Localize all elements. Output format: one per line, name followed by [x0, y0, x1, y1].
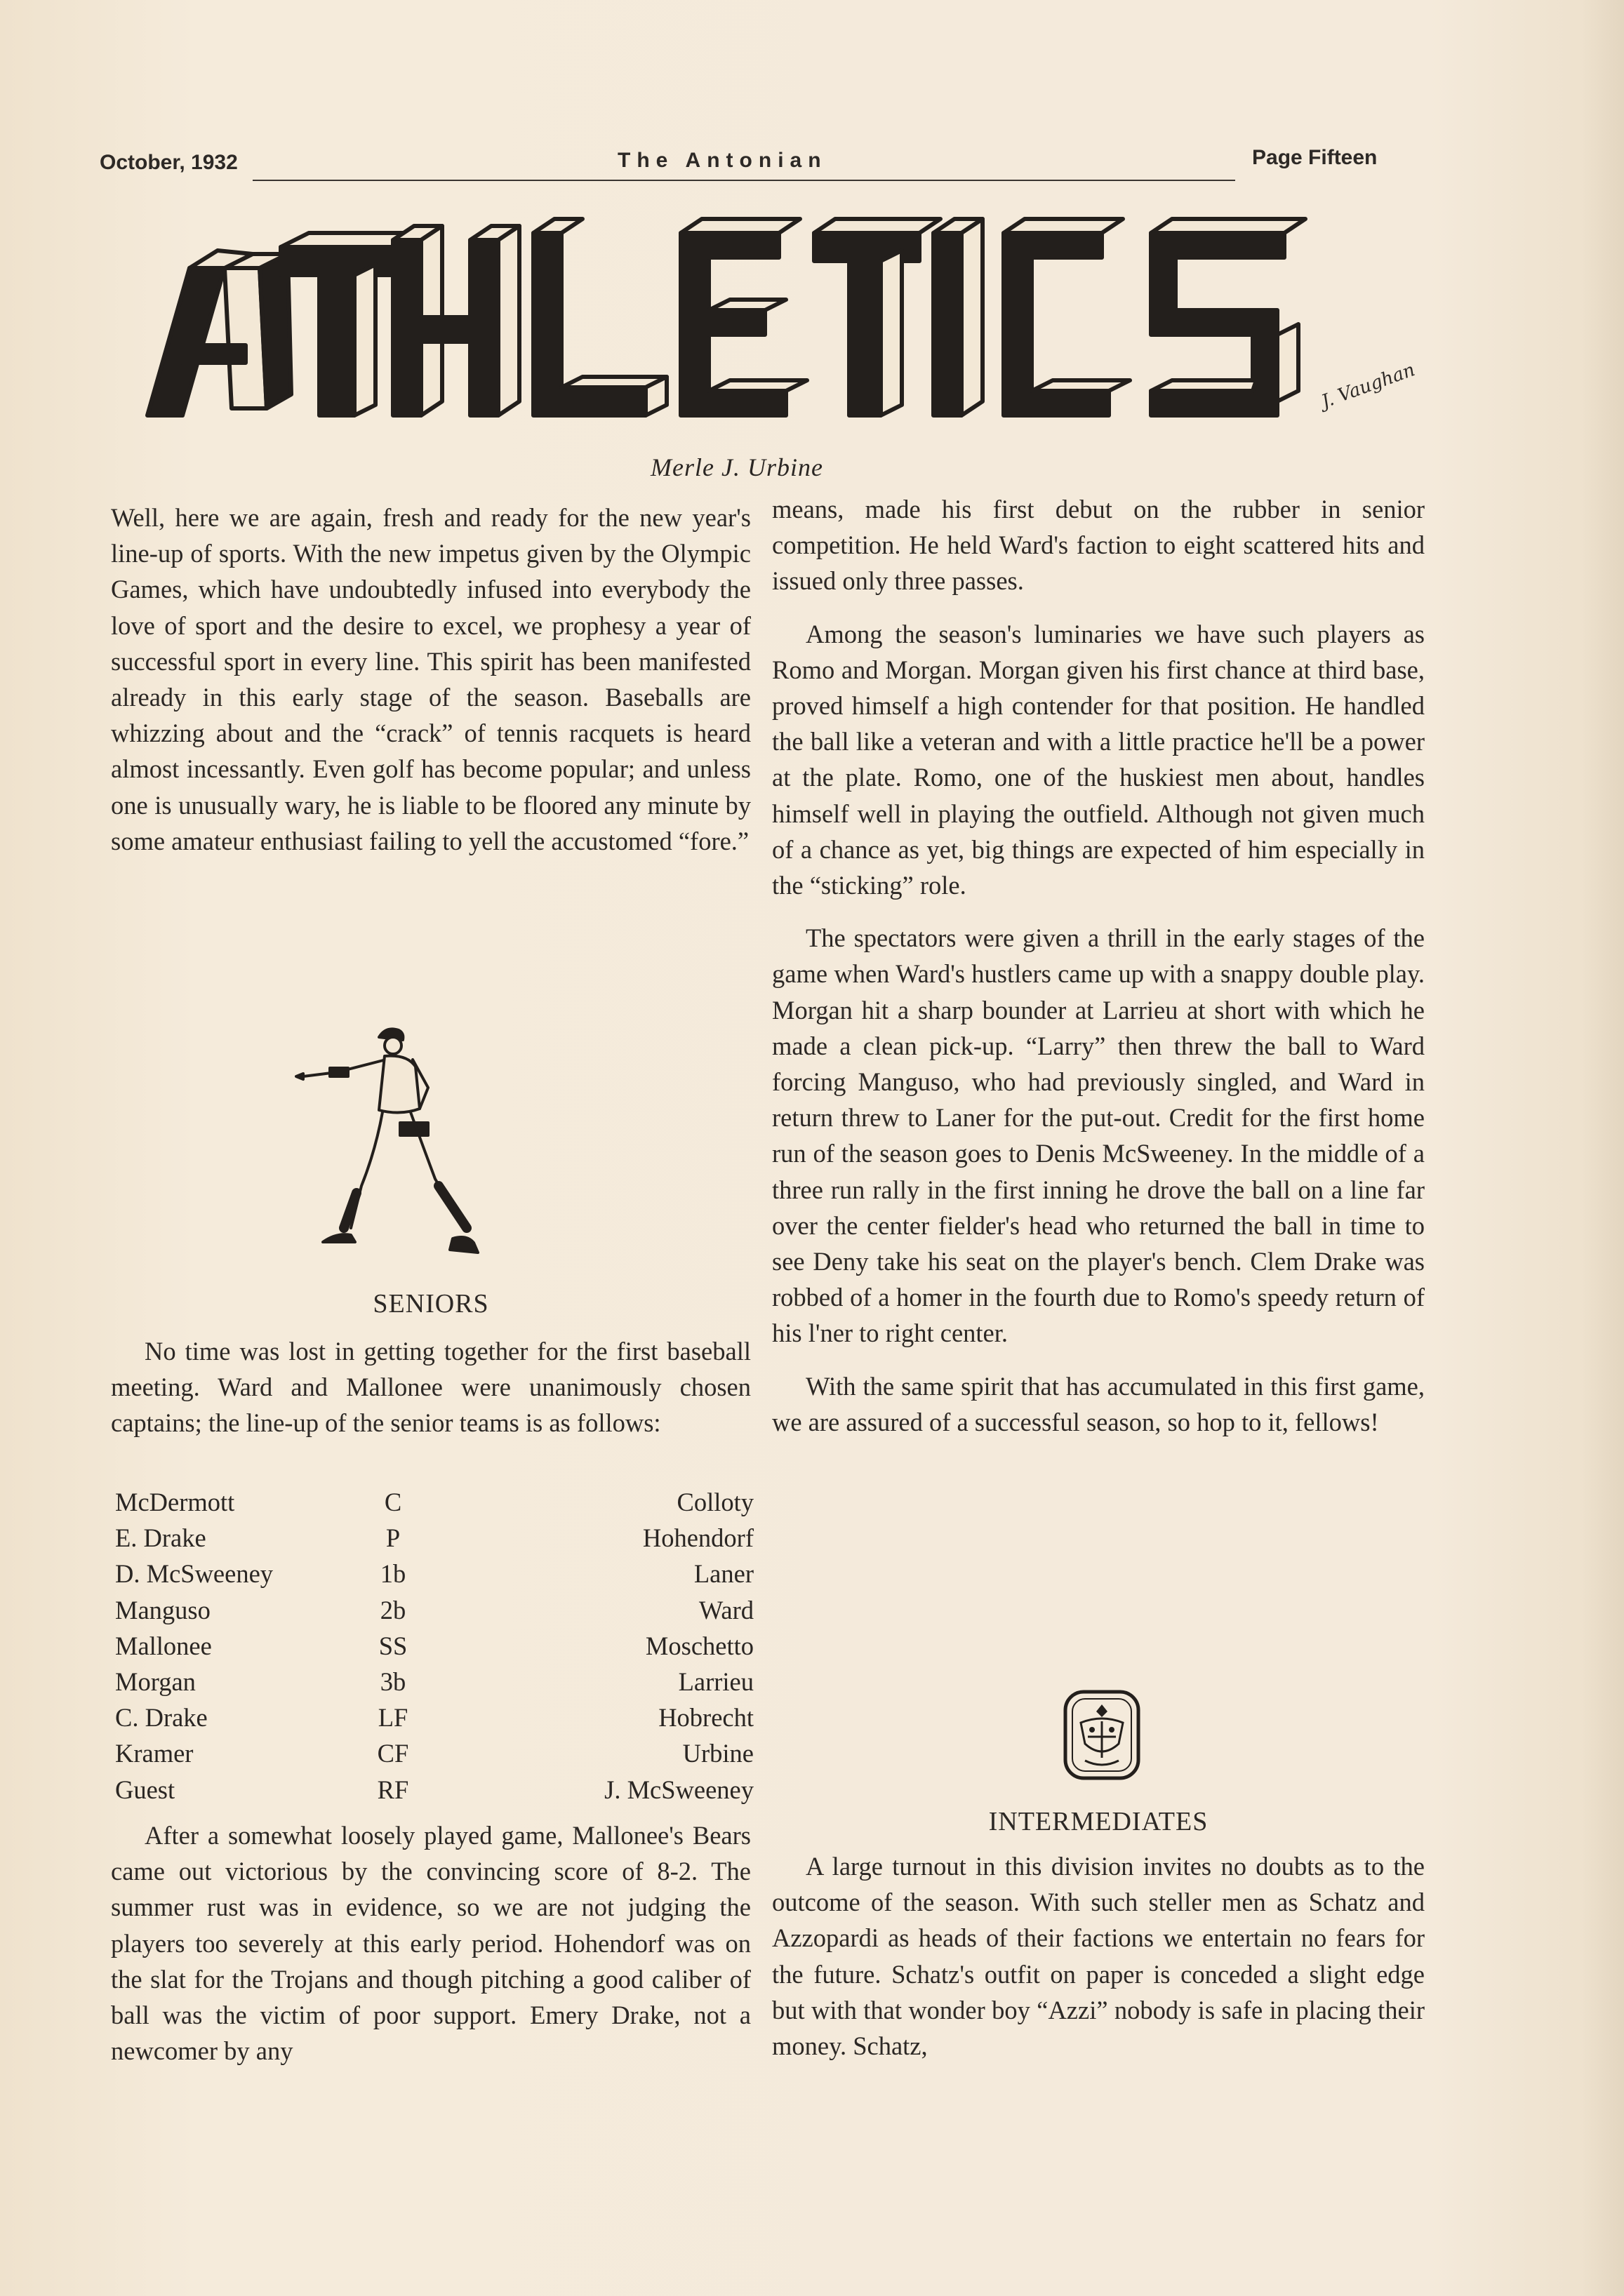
left-column — [111, 500, 751, 859]
lineup-left-player: McDermott — [115, 1488, 235, 1516]
lineup-row — [115, 1484, 754, 1520]
lineup-left-player: Manguso — [115, 1595, 211, 1624]
lineup-row — [115, 1664, 754, 1700]
lineup-right-player: Urbine — [682, 1739, 754, 1768]
lineup-row — [115, 1520, 754, 1556]
header-date: October, 1932 — [100, 151, 238, 174]
letter-c — [1004, 219, 1130, 415]
seniors-paragraph-4: The spectators were given a thrill in the early stages of the game when Ward's hustlers came up with a snappy double play. Morgan hit a sharp bounder at Larrieu at short with which he made a clean pick-up. “Larry” then threw the ball to Ward forcing Manguso, who had previously singled, and Ward in return threw to Laner for the put-out. Credit for the first home run of the season goes to Denis McSweeney. In the middle of a three run rally in the first inning he drove the ball on a line far over the center fielder's head who returned the ball in time to see Deny take his seat on the player's bench. Clem Drake was robbed of a homer in the fourth due to Romo's speedy return of his l'ner to right center. — [772, 923, 1425, 1348]
lineup-position: P — [385, 1523, 401, 1553]
seniors-heading: SENIORS — [373, 1289, 489, 1319]
page-edge-shadow — [1582, 0, 1624, 2296]
letter-l — [533, 219, 667, 415]
lineup-right-player: Laner — [693, 1559, 754, 1589]
school-seal-icon — [1060, 1688, 1144, 1782]
letter-t-2 — [814, 219, 940, 415]
lineup-table — [115, 1484, 754, 1808]
letter-a — [147, 251, 291, 415]
seniors-paragraph-2-continued: means, made his first debut on the rubber in senior competition. He held Ward's faction to eight scattered hits and issued only three passes. — [772, 495, 1425, 596]
lineup-position: RF — [377, 1775, 409, 1804]
lineup-left-player: Kramer — [115, 1739, 194, 1768]
lineup-position: CF — [377, 1739, 409, 1768]
letter-s — [1151, 219, 1305, 415]
author-byline: Merle J. Urbine — [651, 453, 823, 481]
seniors-paragraph-1: No time was lost in getting together for the first baseball meeting. Ward and Mallonee were unanimously chosen captains; the line-up of the senior teams is as follows: — [111, 1337, 751, 1438]
lineup-right-player: Colloty — [677, 1488, 754, 1516]
lineup-row — [115, 1592, 754, 1628]
lineup-left-player: E. Drake — [115, 1523, 206, 1553]
lineup-right-player: Hohendorf — [642, 1523, 754, 1553]
intro-paragraph: Well, here we are again, fresh and ready for the new year's line-up of sports. With the new impetus given by the Olympic Games, which have undoubtedly infused into everybody the love of sport and the desire to excel, we prophesy a year of successful sport in every line. This spirit has been manifested already in this early stage of the season. Baseballs are whizzing about and the “crack” of tennis racquets is heard almost incessantly. Even golf has become popular; and unless one is unusually wary, he is liable to be floored any minute by some amateur enthusiast failing to yell the accustomed “fore.” — [111, 503, 751, 855]
letter-e — [681, 219, 807, 415]
lineup-position: 3b — [380, 1667, 406, 1696]
header-rule — [253, 180, 1235, 181]
letter-i — [933, 219, 983, 415]
seniors-paragraph-2: After a somewhat loosely played game, Mallonee's Bears came out victorious by the convincing score of 8-2. The summer rust was in evidence, so we are not judging the players too severely at this early period. Hohendorf was on the slat for the Trojans and though pitching a good caliber of ball was the victim of poor support. Emery Drake, not a newcomer by any — [111, 1821, 751, 2066]
lineup-right-player: Hobrecht — [658, 1703, 754, 1733]
seniors-section-cont — [111, 1817, 751, 2069]
lineup-position: SS — [378, 1631, 408, 1660]
seniors-paragraph-5: With the same spirit that has accumulated in this first game, we are assured of a successful season, so hop to it, fellows! — [772, 1371, 1425, 1436]
seniors-paragraph-3: Among the season's luminaries we have such players as Romo and Morgan. Morgan given his first chance at third base, proved himself a high contender for that position. He handled the ball like a veteran and with a little practice he'll be a power at the plate. Romo, one of the huskiest men about, handles himself well in playing the outfield. Although not given much of a chance as yet, big things are expected of him especially in the “sticking” role. — [772, 619, 1425, 900]
right-column — [772, 491, 1425, 1440]
pitcher-illustration — [295, 1017, 512, 1270]
intermediates-heading: INTERMEDIATES — [988, 1807, 1209, 1836]
lineup-row — [115, 1735, 754, 1771]
lineup-position: 1b — [380, 1559, 406, 1589]
lineup-right-player: Ward — [698, 1595, 754, 1624]
lineup-right-player: Larrieu — [678, 1667, 754, 1696]
lineup-position: C — [384, 1488, 402, 1516]
lineup-left-player: Guest — [115, 1775, 175, 1804]
lineup-right-player: J. McSweeney — [604, 1775, 754, 1804]
lineup-position: 2b — [380, 1595, 406, 1624]
lineup-row — [115, 1556, 754, 1591]
lineup-row — [115, 1772, 754, 1808]
lineup-row — [115, 1628, 754, 1664]
lineup-left-player: C. Drake — [115, 1703, 208, 1733]
athletics-banner — [140, 205, 1404, 436]
lineup-position: LF — [378, 1703, 408, 1733]
lineup-right-player: Moschetto — [645, 1631, 754, 1660]
header-publication: The Antonian — [618, 149, 827, 172]
lineup-left-player: Mallonee — [115, 1631, 212, 1660]
seniors-section — [111, 1286, 751, 1441]
lineup-left-player: Morgan — [115, 1667, 196, 1696]
artist-signature: J. Vaughan — [1319, 359, 1418, 413]
header-page-number: Page Fifteen — [1252, 146, 1378, 169]
banner-letters — [147, 219, 1305, 415]
lineup-left-player: D. McSweeney — [115, 1559, 274, 1589]
letter-h — [393, 226, 519, 415]
intermediates-section — [772, 1803, 1425, 2064]
intermediates-paragraph-1: A large turnout in this division invites no doubts as to the outcome of the season. With such steller men as Schatz and Azzopardi as heads of their factions we entertain no fears for the future. Schatz's outfit on paper is conceded a slight edge but with that wonder boy “Azzi” nobody is safe in placing their money. Schatz, — [772, 1852, 1425, 2061]
lineup-row — [115, 1700, 754, 1735]
